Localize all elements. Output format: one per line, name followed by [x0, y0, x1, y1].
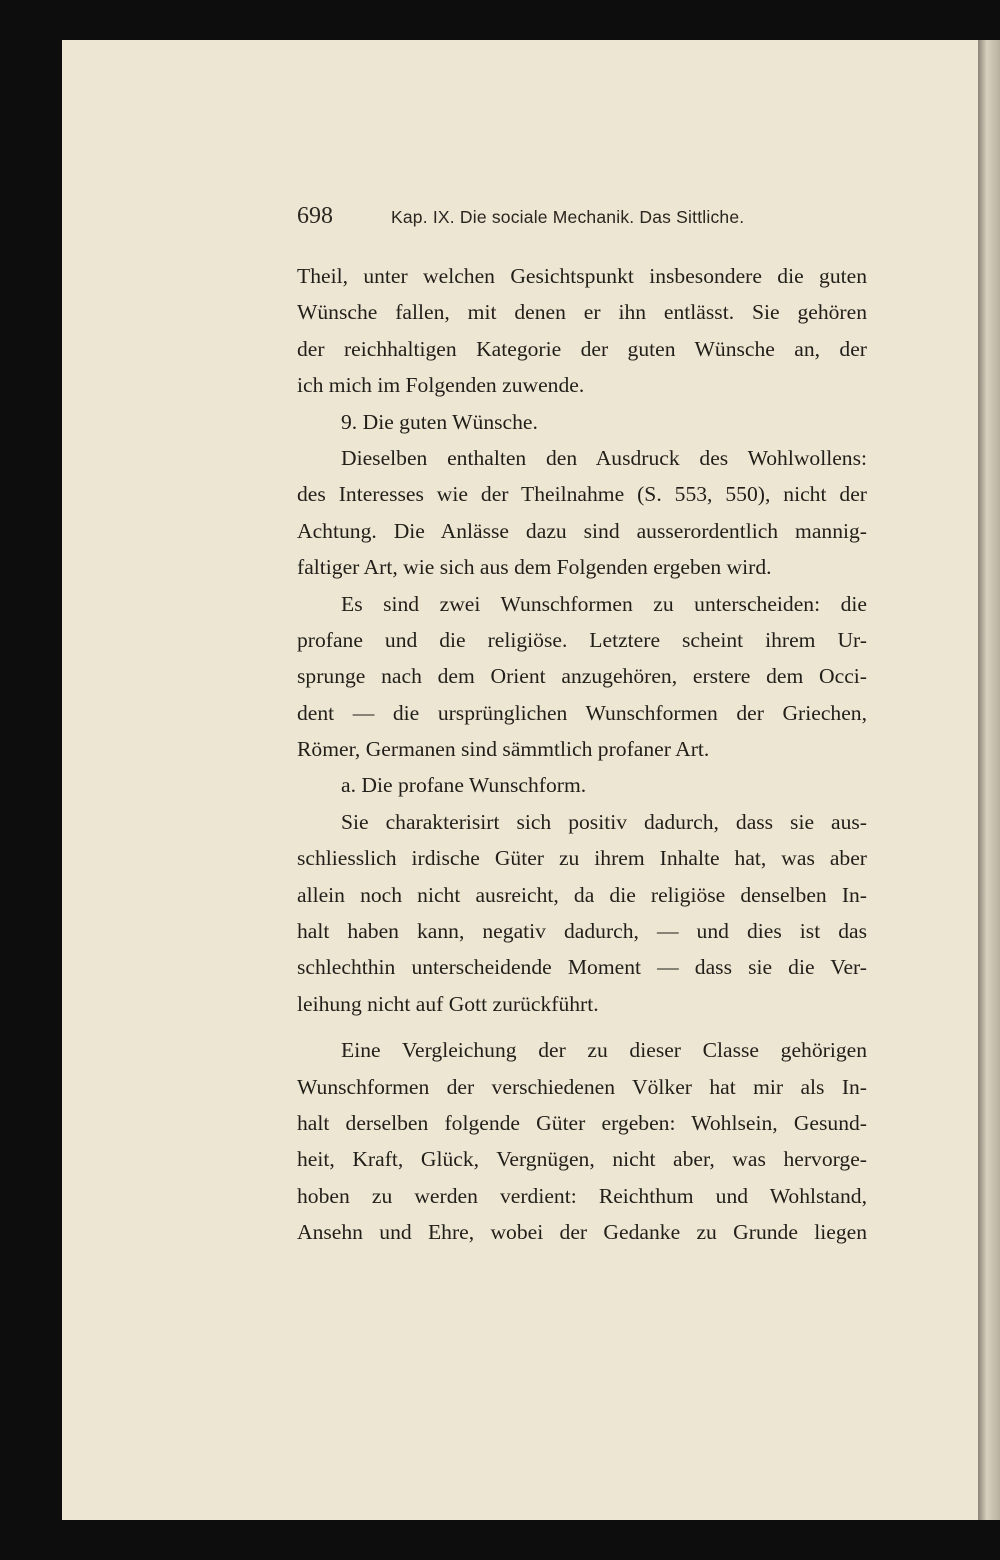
text-line: schliesslich irdische Güter zu ihrem Inhalte hat, was aber	[297, 846, 867, 871]
subsection-heading: a. Die profane Wunschform.	[341, 773, 587, 798]
text-line: halt derselben folgende Güter ergeben: Wohlsein, Gesund-	[297, 1110, 867, 1135]
text-line: hoben zu werden verdient: Reichthum und Wohlstand,	[297, 1183, 867, 1208]
text-line: Ansehn und Ehre, wobei der Gedanke zu Grunde liegen	[297, 1220, 867, 1245]
text-line: der reichhaltigen Kategorie der guten Wünsche an, der	[297, 336, 867, 361]
text-line: faltiger Art, wie sich aus dem Folgenden ergeben wird.	[297, 555, 772, 580]
text-line: dent — die ursprünglichen Wunschformen der Griechen,	[297, 700, 867, 725]
text-line: sprunge nach dem Orient anzugehören, erstere dem Occi-	[297, 664, 867, 689]
text-line: Theil, unter welchen Gesichtspunkt insbesondere die guten	[297, 264, 867, 288]
paragraph-gap	[297, 1022, 867, 1032]
text-line: heit, Kraft, Glück, Vergnügen, nicht aber, was hervorge-	[297, 1147, 867, 1172]
text-line: Wünsche fallen, mit denen er ihn entlässt. Sie gehören	[297, 300, 867, 325]
body-text	[297, 258, 867, 1251]
page-number: 698	[297, 203, 333, 229]
text-line: leihung nicht auf Gott zurückführt.	[297, 991, 599, 1016]
text-line: Römer, Germanen sind sämmtlich profaner Art.	[297, 737, 710, 762]
text-line: Es sind zwei Wunschformen zu unterscheiden: die	[341, 591, 867, 616]
running-head: Kap. IX. Die sociale Mechanik. Das Sittliche.	[391, 207, 745, 227]
page-header	[297, 203, 867, 239]
page-edge	[978, 40, 1000, 1520]
text-line: Dieselben enthalten den Ausdruck des Wohlwollens:	[341, 445, 867, 470]
section-heading: 9. Die guten Wünsche.	[341, 409, 538, 434]
text-line: Eine Vergleichung der zu dieser Classe gehörigen	[341, 1038, 867, 1063]
text-line: halt haben kann, negativ dadurch, — und dies ist das	[297, 919, 867, 944]
text-line: Sie charakterisirt sich positiv dadurch, dass sie aus-	[341, 809, 867, 834]
text-line: des Interesses wie der Theilnahme (S. 553, 550), nicht der	[297, 482, 867, 507]
text-line: ich mich im Folgenden zuwende.	[297, 373, 585, 398]
text-line: allein noch nicht ausreicht, da die religiöse denselben In-	[297, 882, 867, 907]
text-line: Achtung. Die Anlässe dazu sind ausserordentlich mannig-	[297, 518, 867, 543]
text-line: schlechthin unterscheidende Moment — dass sie die Ver-	[297, 955, 867, 980]
text-line: Wunschformen der verschiedenen Völker hat mir als In-	[297, 1074, 867, 1099]
text-line: profane und die religiöse. Letztere scheint ihrem Ur-	[297, 627, 867, 652]
